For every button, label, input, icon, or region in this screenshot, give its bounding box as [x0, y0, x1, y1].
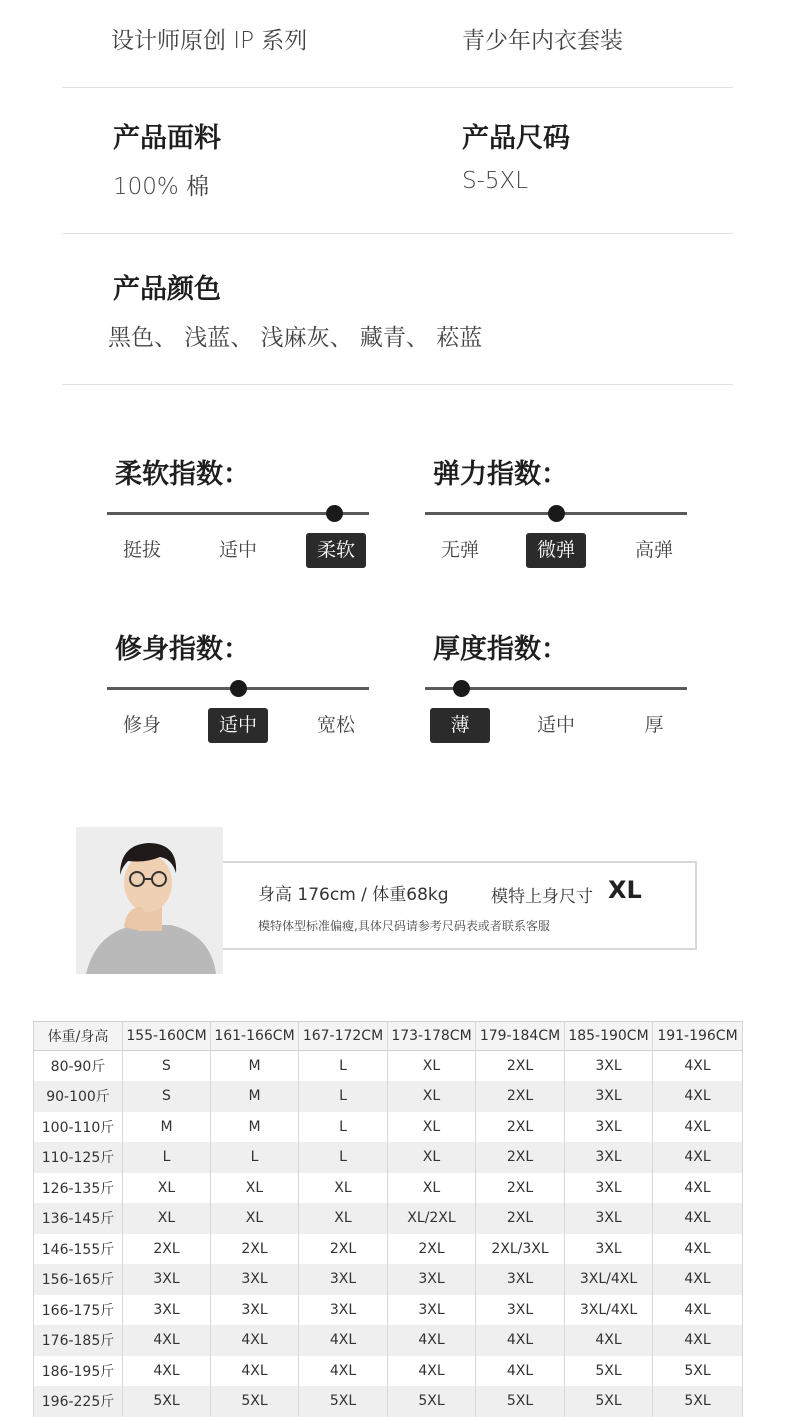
size-table-header: 185-190CM: [565, 1022, 653, 1051]
size-cell: 4XL: [123, 1325, 211, 1356]
size-cell: 4XL: [653, 1203, 743, 1234]
size-cell: XL: [299, 1203, 388, 1234]
size-cell: L: [211, 1142, 299, 1173]
size-cell: 3XL: [211, 1264, 299, 1295]
size-cell: 4XL: [565, 1325, 653, 1356]
size-cell: 3XL: [565, 1203, 653, 1234]
index-title: 厚度指数：: [433, 634, 568, 665]
fabric-value: 100% 棉: [113, 174, 210, 200]
size-table-header: 191-196CM: [653, 1022, 743, 1051]
size-cell: L: [299, 1112, 388, 1143]
size-cell: XL: [388, 1051, 476, 1082]
weight-cell: 80-90斤: [34, 1051, 123, 1082]
size-cell: 4XL: [653, 1173, 743, 1204]
size-cell: 4XL: [653, 1051, 743, 1082]
size-cell: 5XL: [653, 1356, 743, 1387]
size-cell: 3XL: [123, 1264, 211, 1295]
size-cell: 2XL: [476, 1142, 565, 1173]
size-table-header: 173-178CM: [388, 1022, 476, 1051]
size-cell: 4XL: [653, 1112, 743, 1143]
size-cell: 4XL: [653, 1142, 743, 1173]
size-cell: XL: [299, 1173, 388, 1204]
size-range-title: 产品尺码: [462, 123, 570, 154]
size-cell: 4XL: [299, 1325, 388, 1356]
color-value: 黑色、 浅蓝、 浅麻灰、 藏青、 菘蓝: [108, 325, 483, 351]
size-cell: 3XL: [565, 1112, 653, 1143]
size-table-body: [34, 1051, 743, 1417]
size-table-header: 体重/身高: [34, 1022, 123, 1051]
size-cell: 5XL: [565, 1386, 653, 1417]
size-cell: 5XL: [211, 1386, 299, 1417]
size-cell: 5XL: [123, 1386, 211, 1417]
size-cell: 4XL: [653, 1234, 743, 1265]
size-cell: XL/2XL: [388, 1203, 476, 1234]
size-cell: 3XL: [565, 1142, 653, 1173]
size-cell: 3XL: [388, 1295, 476, 1326]
model-portrait-icon: [74, 825, 221, 972]
index-option[interactable]: 无弹: [440, 539, 479, 561]
size-cell: XL: [211, 1173, 299, 1204]
table-row: [34, 1234, 743, 1265]
size-cell: L: [123, 1142, 211, 1173]
model-size-label: 模特上身尺寸: [491, 887, 593, 907]
table-row: [34, 1295, 743, 1326]
size-cell: 2XL: [476, 1173, 565, 1204]
size-cell: 3XL: [388, 1264, 476, 1295]
size-cell: 3XL/4XL: [565, 1264, 653, 1295]
weight-cell: 110-125斤: [34, 1142, 123, 1173]
size-cell: 3XL: [299, 1295, 388, 1326]
index-option[interactable]: 微弹: [526, 533, 586, 568]
index-option[interactable]: 厚: [644, 714, 664, 736]
size-cell: 3XL/4XL: [565, 1295, 653, 1326]
size-cell: 2XL: [476, 1081, 565, 1112]
size-cell: 3XL: [123, 1295, 211, 1326]
model-stats: 身高 176cm / 体重68kg: [258, 885, 449, 905]
index-option[interactable]: 薄: [430, 708, 490, 743]
divider: [62, 233, 733, 234]
model-note: 模特体型标准偏瘦,具体尺码请参考尺码表或者联系客服: [258, 919, 550, 933]
size-cell: 4XL: [476, 1325, 565, 1356]
size-cell: 5XL: [388, 1386, 476, 1417]
weight-cell: 136-145斤: [34, 1203, 123, 1234]
weight-cell: 166-175斤: [34, 1295, 123, 1326]
size-cell: 4XL: [653, 1325, 743, 1356]
size-chart-table: [33, 1021, 743, 1417]
size-cell: 2XL: [211, 1234, 299, 1265]
category-label: 青少年内衣套装: [462, 28, 623, 54]
model-size-value: XL: [608, 876, 642, 904]
size-cell: 4XL: [211, 1325, 299, 1356]
size-range-value: S-5XL: [462, 168, 529, 194]
weight-cell: 176-185斤: [34, 1325, 123, 1356]
size-cell: 4XL: [476, 1356, 565, 1387]
size-cell: 4XL: [123, 1356, 211, 1387]
size-cell: XL: [211, 1203, 299, 1234]
size-cell: XL: [388, 1112, 476, 1143]
size-cell: L: [299, 1051, 388, 1082]
size-cell: 2XL: [476, 1203, 565, 1234]
index-knob[interactable]: [326, 505, 343, 522]
size-cell: 3XL: [211, 1295, 299, 1326]
size-cell: 4XL: [211, 1356, 299, 1387]
model-info-card: [192, 861, 697, 950]
index-title: 柔软指数：: [115, 459, 250, 490]
size-cell: M: [211, 1081, 299, 1112]
table-row: [34, 1142, 743, 1173]
weight-cell: 156-165斤: [34, 1264, 123, 1295]
size-table-header-row: [34, 1022, 743, 1051]
size-cell: M: [123, 1112, 211, 1143]
table-row: [34, 1386, 743, 1417]
table-row: [34, 1081, 743, 1112]
size-cell: 3XL: [476, 1295, 565, 1326]
size-cell: 5XL: [476, 1386, 565, 1417]
size-cell: 4XL: [388, 1325, 476, 1356]
size-cell: XL: [123, 1203, 211, 1234]
index-title: 修身指数：: [115, 634, 250, 665]
size-cell: XL: [388, 1081, 476, 1112]
size-cell: L: [299, 1142, 388, 1173]
size-cell: 3XL: [476, 1264, 565, 1295]
size-cell: 3XL: [565, 1173, 653, 1204]
model-portrait-svg: [76, 827, 223, 974]
size-cell: 3XL: [565, 1234, 653, 1265]
table-row: [34, 1264, 743, 1295]
table-row: [34, 1051, 743, 1082]
size-cell: 2XL: [476, 1112, 565, 1143]
size-cell: 2XL: [476, 1051, 565, 1082]
size-cell: 5XL: [653, 1386, 743, 1417]
index-option[interactable]: 高弹: [634, 539, 673, 561]
size-cell: 5XL: [565, 1356, 653, 1387]
size-cell: XL: [123, 1173, 211, 1204]
size-cell: S: [123, 1081, 211, 1112]
size-cell: 3XL: [565, 1051, 653, 1082]
size-cell: L: [299, 1081, 388, 1112]
weight-cell: 186-195斤: [34, 1356, 123, 1387]
index-option[interactable]: 宽松: [316, 714, 355, 736]
weight-cell: 126-135斤: [34, 1173, 123, 1204]
size-cell: 4XL: [653, 1295, 743, 1326]
size-cell: XL: [388, 1173, 476, 1204]
size-cell: 4XL: [653, 1264, 743, 1295]
index-option[interactable]: 修身: [122, 714, 161, 736]
index-knob[interactable]: [230, 680, 247, 697]
index-option[interactable]: 适中: [218, 539, 257, 561]
index-option[interactable]: 适中: [536, 714, 575, 736]
index-title: 弹力指数：: [433, 459, 568, 490]
size-table-header: 179-184CM: [476, 1022, 565, 1051]
table-row: [34, 1112, 743, 1143]
size-cell: 4XL: [388, 1356, 476, 1387]
weight-cell: 100-110斤: [34, 1112, 123, 1143]
size-table-header: 161-166CM: [211, 1022, 299, 1051]
size-cell: 5XL: [299, 1386, 388, 1417]
size-table-header: 155-160CM: [123, 1022, 211, 1051]
size-cell: 2XL: [123, 1234, 211, 1265]
size-cell: 4XL: [299, 1356, 388, 1387]
size-cell: 3XL: [299, 1264, 388, 1295]
index-option[interactable]: 柔软: [306, 533, 366, 568]
size-cell: S: [123, 1051, 211, 1082]
size-cell: 3XL: [565, 1081, 653, 1112]
color-title: 产品颜色: [113, 274, 221, 305]
table-row: [34, 1325, 743, 1356]
divider: [62, 87, 733, 88]
size-cell: XL: [388, 1142, 476, 1173]
table-row: [34, 1203, 743, 1234]
size-cell: 2XL: [388, 1234, 476, 1265]
series-label: 设计师原创 IP 系列: [111, 28, 308, 54]
weight-cell: 146-155斤: [34, 1234, 123, 1265]
weight-cell: 196-225斤: [34, 1386, 123, 1417]
index-option[interactable]: 适中: [208, 708, 268, 743]
divider: [62, 384, 733, 385]
weight-cell: 90-100斤: [34, 1081, 123, 1112]
size-cell: 4XL: [653, 1081, 743, 1112]
size-cell: M: [211, 1051, 299, 1082]
size-cell: 2XL/3XL: [476, 1234, 565, 1265]
size-table-header: 167-172CM: [299, 1022, 388, 1051]
index-knob[interactable]: [548, 505, 565, 522]
table-row: [34, 1173, 743, 1204]
size-cell: 2XL: [299, 1234, 388, 1265]
fabric-title: 产品面料: [113, 123, 221, 154]
index-knob[interactable]: [453, 680, 470, 697]
index-option[interactable]: 挺拔: [122, 539, 161, 561]
size-cell: M: [211, 1112, 299, 1143]
table-row: [34, 1356, 743, 1387]
